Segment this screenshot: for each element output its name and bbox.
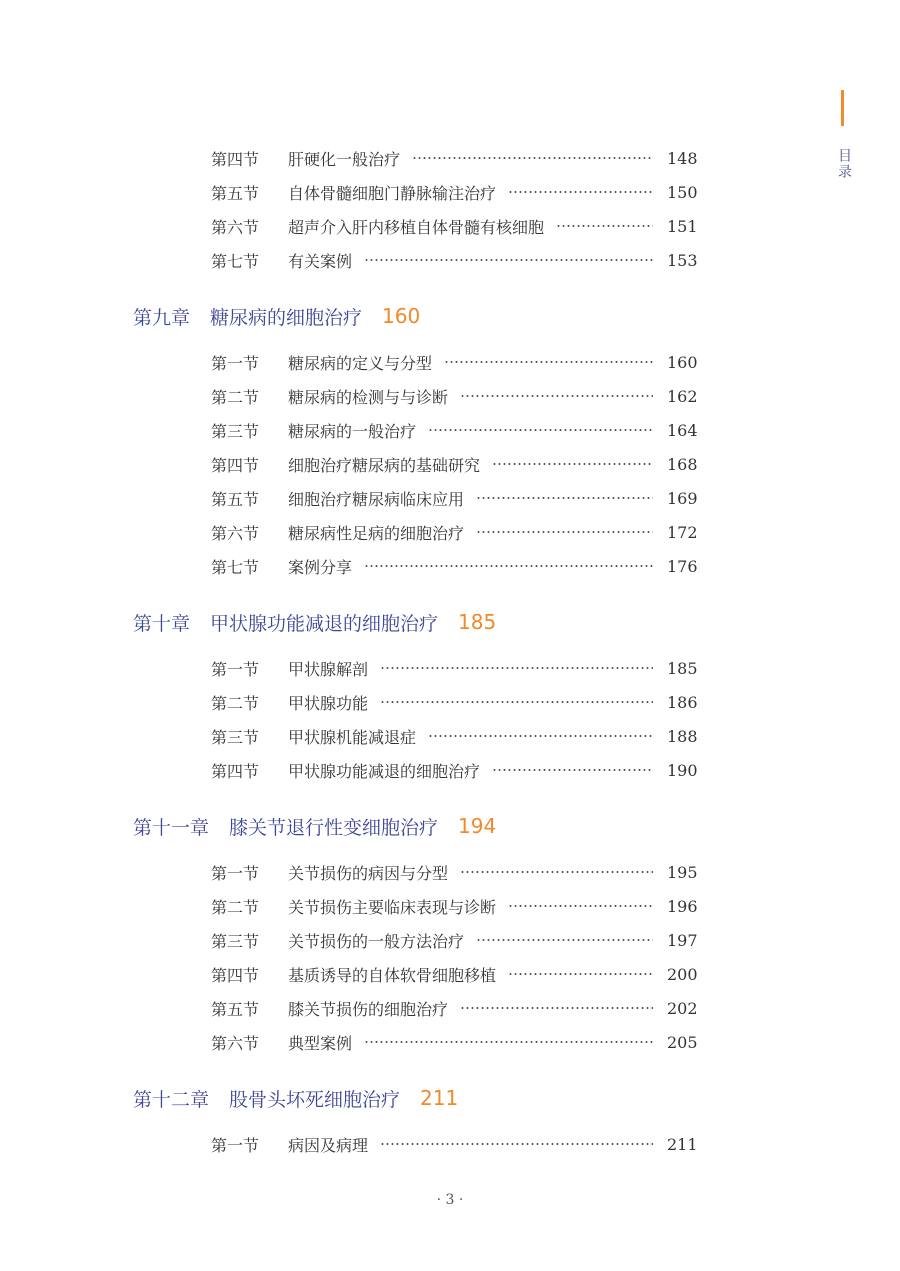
section-title: 关节损伤的一般方法治疗 (288, 931, 465, 951)
section-page-number: 205 (667, 1032, 698, 1052)
section-number: 第三节 (211, 421, 260, 441)
toc-section (211, 654, 697, 682)
chapter-number: 第十二章 (133, 1088, 210, 1111)
dot-leader (476, 497, 653, 499)
section-page-number: 190 (667, 760, 698, 780)
section-title: 典型案例 (288, 1033, 353, 1053)
toc-section (211, 1130, 697, 1158)
section-page-number: 151 (667, 216, 698, 236)
dot-leader (476, 531, 653, 533)
section-title: 甲状腺解剖 (288, 659, 369, 679)
section-page-number: 162 (667, 386, 698, 406)
section-number: 第二节 (211, 897, 260, 917)
section-page-number: 200 (667, 964, 698, 984)
section-title: 关节损伤主要临床表现与诊断 (288, 897, 497, 917)
toc-section (211, 178, 697, 206)
toc-section (211, 688, 697, 716)
section-number: 第一节 (211, 1135, 260, 1155)
section-title: 超声介入肝内移植自体骨髓有核细胞 (288, 217, 545, 237)
page-number: · 3 · (436, 1192, 464, 1208)
section-number: 第一节 (211, 863, 260, 883)
toc-section (211, 416, 697, 444)
toc-section (211, 960, 697, 988)
section-number: 第二节 (211, 387, 260, 407)
dot-leader (380, 1143, 653, 1145)
toc-section (211, 858, 697, 886)
section-page-number: 195 (667, 862, 698, 882)
dot-leader (428, 735, 653, 737)
side-section-label: 目录 (836, 148, 852, 180)
toc-section (211, 1028, 697, 1056)
section-title: 糖尿病的定义与分型 (288, 353, 433, 373)
section-title: 膝关节损伤的细胞治疗 (288, 999, 449, 1019)
section-page-number: 188 (667, 726, 698, 746)
dot-leader (492, 463, 653, 465)
section-number: 第四节 (211, 455, 260, 475)
toc-section (211, 382, 697, 410)
section-page-number: 148 (667, 148, 698, 168)
chapter-title: 甲状腺功能减退的细胞治疗 (210, 612, 439, 635)
section-title: 细胞治疗糖尿病临床应用 (288, 489, 465, 509)
chapter-title: 糖尿病的细胞治疗 (210, 306, 363, 329)
section-number: 第六节 (211, 217, 260, 237)
toc-section (211, 212, 697, 240)
dot-leader (380, 701, 653, 703)
dot-leader (476, 939, 653, 941)
dot-leader (428, 429, 653, 431)
toc-chapter (133, 811, 496, 841)
chapter-page-number: 185 (458, 610, 497, 634)
section-title: 甲状腺功能减退的细胞治疗 (288, 761, 481, 781)
toc-chapter (133, 607, 496, 637)
section-number: 第四节 (211, 149, 260, 169)
section-number: 第四节 (211, 761, 260, 781)
section-page-number: 160 (667, 352, 698, 372)
section-page-number: 186 (667, 692, 698, 712)
section-title: 糖尿病性足病的细胞治疗 (288, 523, 465, 543)
section-number: 第一节 (211, 659, 260, 679)
section-page-number: 164 (667, 420, 698, 440)
section-number: 第四节 (211, 965, 260, 985)
section-title: 肝硬化一般治疗 (288, 149, 401, 169)
section-number: 第三节 (211, 727, 260, 747)
dot-leader (492, 769, 653, 771)
section-number: 第五节 (211, 183, 260, 203)
toc-section (211, 518, 697, 546)
section-number: 第六节 (211, 523, 260, 543)
toc-section (211, 994, 697, 1022)
dot-leader (364, 1041, 653, 1043)
toc-section (211, 722, 697, 750)
dot-leader (508, 191, 653, 193)
section-number: 第七节 (211, 557, 260, 577)
section-number: 第七节 (211, 251, 260, 271)
section-title: 甲状腺功能 (288, 693, 369, 713)
section-title: 细胞治疗糖尿病的基础研究 (288, 455, 481, 475)
toc-chapter (133, 301, 420, 331)
section-title: 甲状腺机能减退症 (288, 727, 417, 747)
dot-leader (380, 667, 653, 669)
section-page-number: 153 (667, 250, 698, 270)
section-number: 第二节 (211, 693, 260, 713)
section-number: 第三节 (211, 931, 260, 951)
section-page-number: 150 (667, 182, 698, 202)
section-number: 第五节 (211, 999, 260, 1019)
toc-section (211, 552, 697, 580)
dot-leader (508, 973, 653, 975)
section-page-number: 202 (667, 998, 698, 1018)
section-title: 自体骨髓细胞门静脉输注治疗 (288, 183, 497, 203)
toc-chapter (133, 1083, 458, 1113)
dot-leader (508, 905, 653, 907)
section-title: 病因及病理 (288, 1135, 369, 1155)
toc-section (211, 926, 697, 954)
chapter-page-number: 211 (420, 1086, 459, 1110)
section-page-number: 211 (667, 1134, 698, 1154)
chapter-page-number: 194 (458, 814, 497, 838)
chapter-title: 股骨头坏死细胞治疗 (229, 1088, 401, 1111)
section-number: 第一节 (211, 353, 260, 373)
section-title: 糖尿病的一般治疗 (288, 421, 417, 441)
toc-section (211, 348, 697, 376)
section-page-number: 196 (667, 896, 698, 916)
toc-section (211, 450, 697, 478)
section-title: 案例分享 (288, 557, 353, 577)
section-page-number: 197 (667, 930, 698, 950)
section-title: 糖尿病的检测与与诊断 (288, 387, 449, 407)
dot-leader (444, 361, 653, 363)
toc-section (211, 144, 697, 172)
toc-section (211, 756, 697, 784)
chapter-page-number: 160 (382, 304, 421, 328)
chapter-number: 第十章 (133, 612, 191, 635)
dot-leader (412, 157, 653, 159)
dot-leader (460, 395, 653, 397)
section-page-number: 172 (667, 522, 698, 542)
section-title: 关节损伤的病因与分型 (288, 863, 449, 883)
section-page-number: 185 (667, 658, 698, 678)
toc-section (211, 484, 697, 512)
section-number: 第六节 (211, 1033, 260, 1053)
dot-leader (460, 1007, 653, 1009)
chapter-number: 第九章 (133, 306, 191, 329)
section-page-number: 169 (667, 488, 698, 508)
dot-leader (364, 259, 653, 261)
section-title: 有关案例 (288, 251, 353, 271)
chapter-number: 第十一章 (133, 816, 210, 839)
section-page-number: 168 (667, 454, 698, 474)
section-title: 基质诱导的自体软骨细胞移植 (288, 965, 497, 985)
dot-leader (556, 225, 653, 227)
section-page-number: 176 (667, 556, 698, 576)
chapter-title: 膝关节退行性变细胞治疗 (229, 816, 439, 839)
dot-leader (460, 871, 653, 873)
section-number: 第五节 (211, 489, 260, 509)
toc-section (211, 892, 697, 920)
dot-leader (364, 565, 653, 567)
toc-section (211, 246, 697, 274)
